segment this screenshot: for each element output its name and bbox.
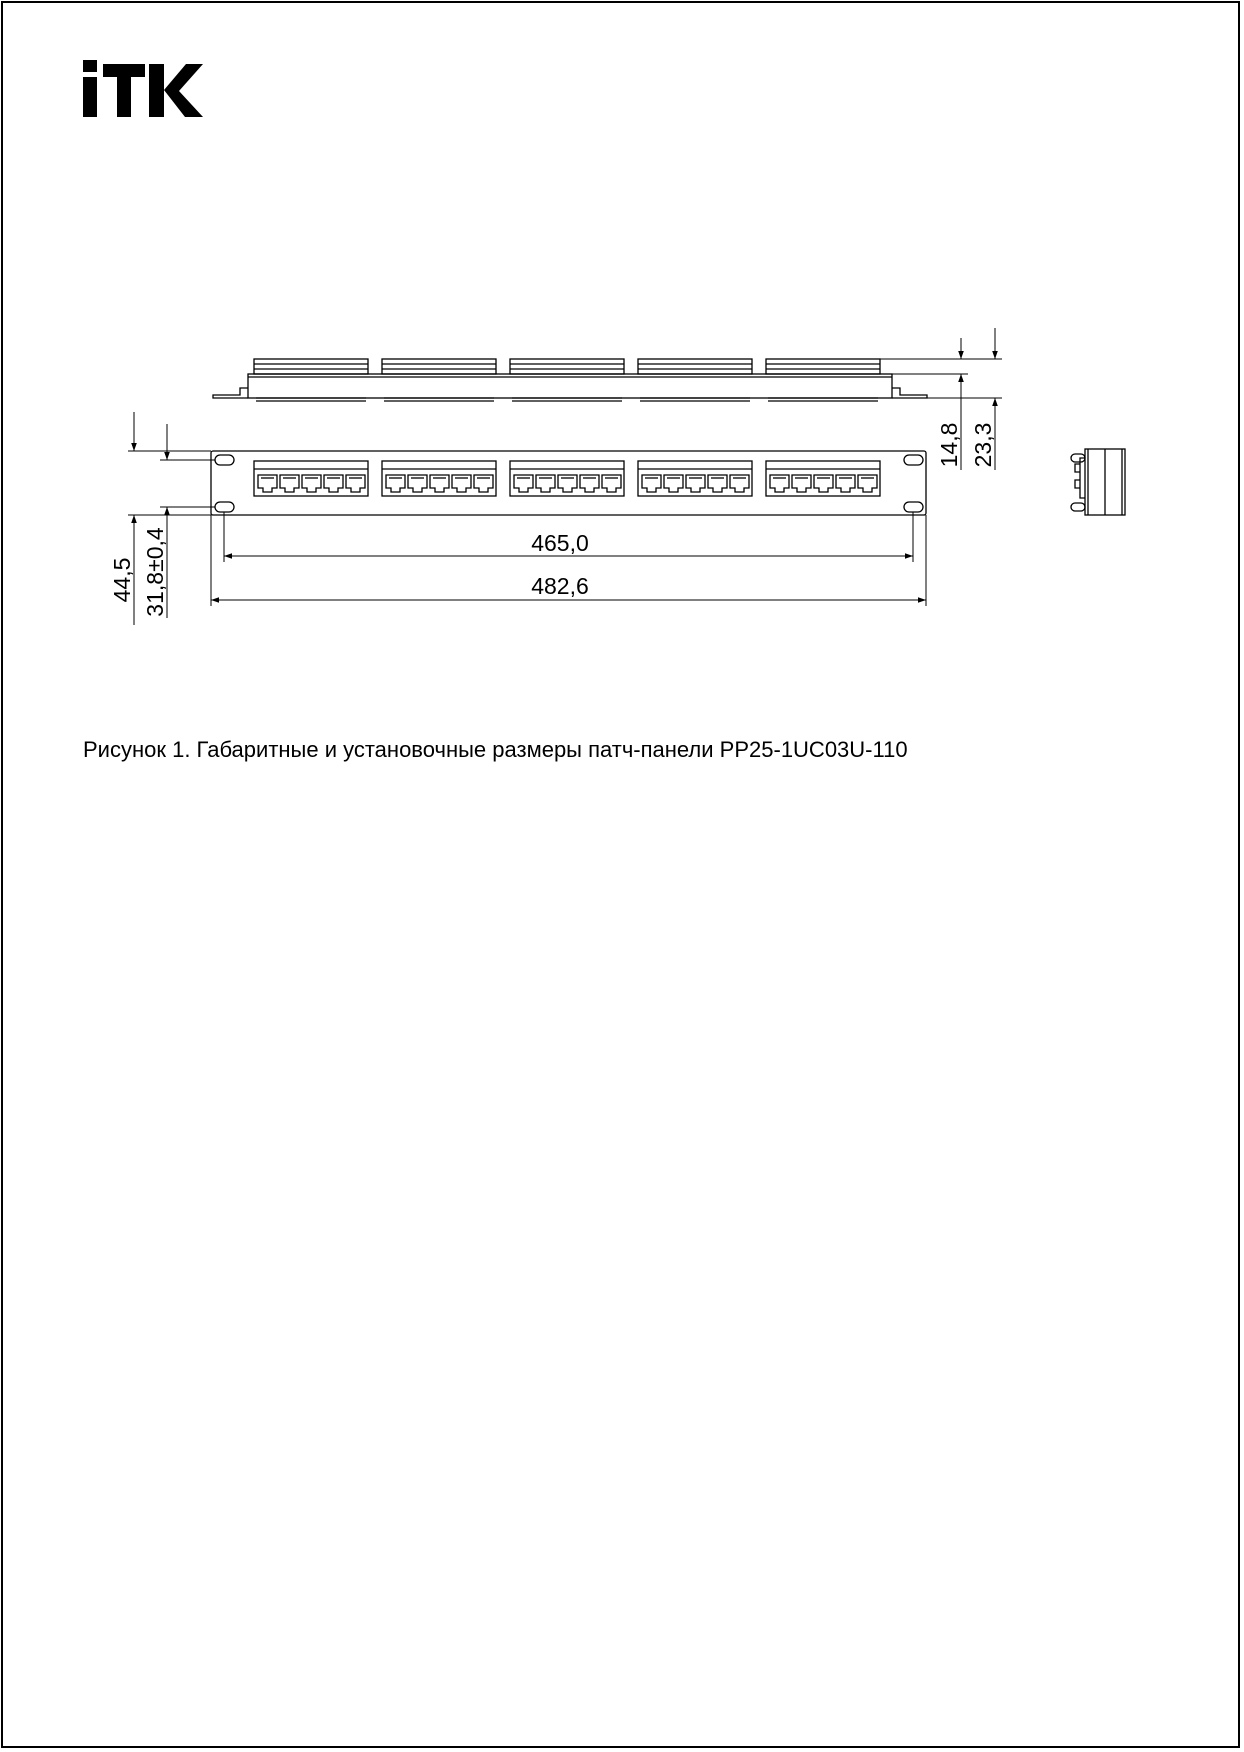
port-module-4: [638, 461, 752, 496]
front-dimensions: [128, 412, 926, 625]
port-module-2: [382, 461, 496, 496]
dim-hole-spacing: 31,8±0,4: [142, 527, 168, 617]
dim-depth-14: 14,8: [936, 422, 962, 468]
dim-inner-width: 465,0: [531, 530, 589, 556]
dim-depth-23: 23,3: [970, 422, 996, 468]
port-module-5: [766, 461, 880, 496]
side-view: [1071, 449, 1125, 515]
dim-overall-width: 482,6: [531, 573, 589, 599]
port-module-1: [254, 461, 368, 496]
port-module-3: [510, 461, 624, 496]
top-view: [213, 359, 927, 401]
front-view: [211, 451, 926, 515]
technical-drawing: [0, 0, 1244, 700]
dim-height: 44,5: [109, 557, 135, 603]
figure-caption: Рисунок 1. Габаритные и установочные размеры патч-панели PP25-1UC03U-110: [83, 737, 908, 762]
